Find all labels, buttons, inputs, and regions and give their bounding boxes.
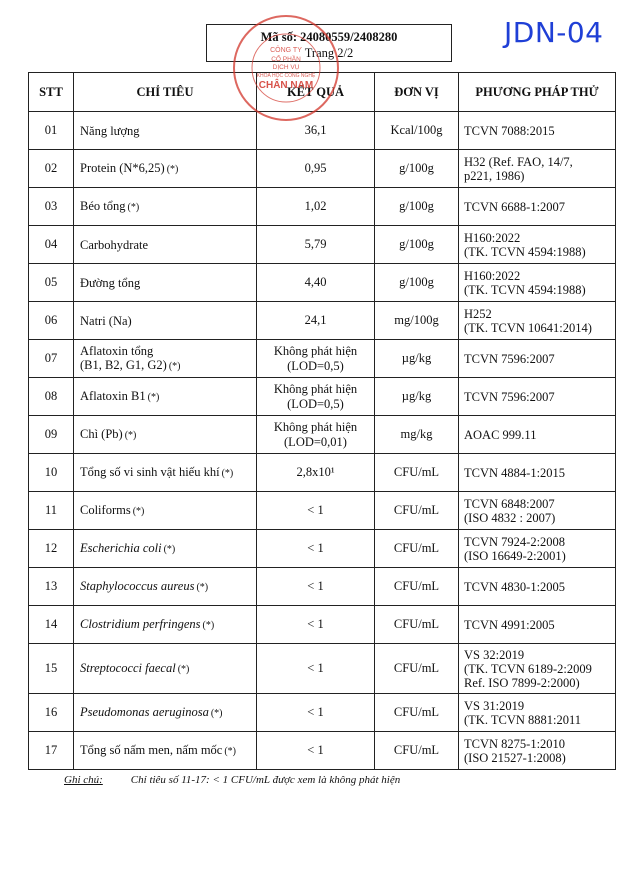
accredited-mark: (*) — [163, 543, 176, 555]
cell-criteria — [74, 568, 257, 606]
criteria-text: Protein (N*6,25) — [80, 160, 165, 175]
cell-result — [257, 378, 375, 416]
cell-result — [257, 530, 375, 568]
cell-result — [257, 302, 375, 340]
cell-stt: 11 — [29, 492, 74, 530]
table-row — [29, 112, 616, 150]
cell-method — [459, 606, 616, 644]
cell-unit: CFU/mL — [375, 732, 459, 770]
table-row — [29, 340, 616, 378]
accredited-mark: (*) — [196, 581, 209, 593]
cell-line — [80, 661, 252, 677]
document-id: JDN-04 — [504, 16, 604, 49]
cell-line: p221, 1986) — [464, 168, 525, 183]
cell-line: TCVN 7596:2007 — [464, 389, 555, 404]
cell-line — [80, 199, 252, 215]
cell-unit: mg/100g — [375, 302, 459, 340]
cell-method — [459, 112, 616, 150]
cell-criteria — [74, 492, 257, 530]
cell-criteria — [74, 226, 257, 264]
cell-line: 5,79 — [304, 237, 327, 251]
footnote-text: Chỉ tiêu số 11-17: < 1 CFU/mL được xem là không phát hiện — [130, 774, 401, 786]
cell-line: TCVN 4884-1:2015 — [464, 465, 566, 480]
cell-line — [80, 541, 252, 557]
cell-line: < 1 — [307, 705, 324, 719]
accredited-mark: (*) — [168, 360, 181, 372]
accredited-mark: (*) — [132, 505, 145, 517]
cell-line — [80, 617, 252, 633]
seal-line-2: CỔ PHẦN — [271, 56, 301, 63]
cell-line: (TK. TCVN 8881:2011 — [464, 712, 582, 727]
cell-method — [459, 378, 616, 416]
cell-result — [257, 644, 375, 694]
cell-line — [80, 238, 252, 252]
cell-stt: 14 — [29, 606, 74, 644]
cell-result — [257, 340, 375, 378]
cell-line — [80, 465, 252, 481]
cell-criteria — [74, 732, 257, 770]
accredited-mark: (*) — [202, 619, 215, 631]
cell-stt: 08 — [29, 378, 74, 416]
cell-line: < 1 — [307, 743, 324, 757]
footnote — [64, 774, 400, 786]
criteria-text: Đường tổng — [80, 275, 141, 290]
cell-criteria — [74, 378, 257, 416]
cell-result — [257, 732, 375, 770]
cell-line: 36,1 — [304, 123, 327, 137]
criteria-text: Streptococci faecal — [80, 660, 176, 675]
cell-line: VS 31:2019 — [464, 698, 525, 713]
accredited-mark: (*) — [210, 707, 223, 719]
cell-stt: 16 — [29, 694, 74, 732]
cell-stt: 01 — [29, 112, 74, 150]
cell-unit: mg/kg — [375, 416, 459, 454]
cell-unit: g/100g — [375, 226, 459, 264]
accredited-mark: (*) — [127, 201, 140, 213]
cell-line: H160:2022 — [464, 268, 521, 283]
cell-stt: 15 — [29, 644, 74, 694]
cell-criteria — [74, 302, 257, 340]
cell-line: AOAC 999.11 — [464, 427, 537, 442]
table-row — [29, 568, 616, 606]
cell-line — [80, 344, 252, 358]
cell-criteria — [74, 112, 257, 150]
cell-method — [459, 644, 616, 694]
col-header-method: PHƯƠNG PHÁP THỬ — [459, 73, 616, 112]
criteria-text: Năng lượng — [80, 123, 140, 138]
cell-line: TCVN 6688-1:2007 — [464, 199, 566, 214]
cell-method — [459, 732, 616, 770]
cell-result — [257, 454, 375, 492]
cell-line: TCVN 6848:2007 — [464, 496, 555, 511]
criteria-text: Coliforms — [80, 502, 131, 517]
cell-line — [80, 503, 252, 519]
col-header-result: KẾT QUẢ — [257, 73, 375, 112]
table-row — [29, 454, 616, 492]
footnote-label: Ghi chú: — [64, 774, 103, 786]
cell-line: 0,95 — [304, 161, 327, 175]
cell-unit: CFU/mL — [375, 454, 459, 492]
cell-line: Ref. ISO 7899-2:2000) — [464, 675, 580, 690]
cell-criteria — [74, 454, 257, 492]
cell-unit: Kcal/100g — [375, 112, 459, 150]
seal-line-1: CÔNG TY — [270, 47, 302, 54]
cell-method — [459, 302, 616, 340]
cell-method — [459, 416, 616, 454]
cell-line: TCVN 8275-1:2010 — [464, 736, 566, 751]
cell-line: (TK. TCVN 6189-2:2009 — [464, 661, 592, 676]
cell-line — [80, 276, 252, 290]
cell-result — [257, 694, 375, 732]
seal-line-4: KHOA HỌC CÔNG NGHỆ — [256, 73, 316, 79]
cell-criteria — [74, 530, 257, 568]
table-header-row — [29, 73, 616, 112]
cell-criteria — [74, 694, 257, 732]
cell-method — [459, 492, 616, 530]
accredited-mark: (*) — [177, 663, 190, 675]
cell-line: (TK. TCVN 4594:1988) — [464, 244, 586, 259]
cell-unit: g/100g — [375, 150, 459, 188]
cell-line: 2,8x10¹ — [296, 465, 335, 479]
cell-line: 1,02 — [304, 199, 327, 213]
accredited-mark: (*) — [166, 163, 179, 175]
cell-line: Không phát hiện — [273, 343, 358, 358]
cell-criteria — [74, 644, 257, 694]
cell-unit: µg/kg — [375, 340, 459, 378]
criteria-text: (B1, B2, G1, G2) — [80, 357, 167, 372]
cell-method — [459, 694, 616, 732]
criteria-text: Tổng số vi sinh vật hiếu khí — [80, 464, 220, 479]
cell-line: < 1 — [307, 661, 324, 675]
cell-method — [459, 264, 616, 302]
cell-line: (ISO 16649-2:2001) — [464, 548, 566, 563]
criteria-text: Aflatoxin tổng — [80, 343, 154, 358]
cell-method — [459, 340, 616, 378]
table-row — [29, 530, 616, 568]
seal-line-main: CHÂN NAM — [258, 80, 314, 91]
cell-line — [80, 427, 252, 443]
cell-result — [257, 226, 375, 264]
cell-line: TCVN 7596:2007 — [464, 351, 555, 366]
cell-line — [80, 705, 252, 721]
report-code: Mã số: 24080559/2408280 — [260, 30, 398, 44]
table-row — [29, 302, 616, 340]
cell-method — [459, 150, 616, 188]
cell-line: TCVN 7088:2015 — [464, 123, 555, 138]
criteria-text: Escherichia coli — [80, 540, 162, 555]
cell-line — [80, 389, 252, 405]
cell-line: (LOD=0,5) — [287, 358, 344, 373]
cell-line: Không phát hiện — [273, 419, 358, 434]
cell-criteria — [74, 416, 257, 454]
seal-line-3: DỊCH VỤ — [272, 64, 300, 71]
cell-stt: 17 — [29, 732, 74, 770]
table-row — [29, 416, 616, 454]
header-box — [206, 24, 452, 62]
accredited-mark: (*) — [224, 745, 237, 757]
table-row — [29, 150, 616, 188]
cell-stt: 10 — [29, 454, 74, 492]
cell-method — [459, 568, 616, 606]
cell-unit: µg/kg — [375, 378, 459, 416]
cell-criteria — [74, 340, 257, 378]
cell-line — [80, 743, 252, 759]
table-row — [29, 264, 616, 302]
results-table — [28, 72, 616, 770]
criteria-text: Aflatoxin B1 — [80, 388, 146, 403]
cell-unit: CFU/mL — [375, 530, 459, 568]
criteria-text: Béo tổng — [80, 198, 126, 213]
cell-line: (LOD=0,01) — [284, 434, 347, 449]
cell-unit: CFU/mL — [375, 644, 459, 694]
accredited-mark: (*) — [124, 429, 137, 441]
cell-line: (ISO 21527-1:2008) — [464, 750, 566, 765]
cell-line: 24,1 — [304, 313, 327, 327]
cell-line — [80, 358, 252, 374]
cell-line: < 1 — [307, 617, 324, 631]
criteria-text: Natri (Na) — [80, 313, 132, 328]
cell-stt: 06 — [29, 302, 74, 340]
cell-stt: 05 — [29, 264, 74, 302]
col-header-stt: STT — [29, 73, 74, 112]
cell-stt: 02 — [29, 150, 74, 188]
table-row — [29, 378, 616, 416]
criteria-text: Carbohydrate — [80, 237, 149, 252]
cell-criteria — [74, 606, 257, 644]
cell-criteria — [74, 264, 257, 302]
cell-stt: 13 — [29, 568, 74, 606]
cell-line: Không phát hiện — [273, 381, 358, 396]
cell-criteria — [74, 188, 257, 226]
cell-result — [257, 568, 375, 606]
cell-result — [257, 112, 375, 150]
cell-line: VS 32:2019 — [464, 647, 525, 662]
cell-line: < 1 — [307, 503, 324, 517]
cell-line: TCVN 4991:2005 — [464, 617, 555, 632]
criteria-text: Tổng số nấm men, nấm mốc — [80, 742, 223, 757]
cell-line — [80, 161, 252, 177]
cell-method — [459, 188, 616, 226]
cell-line: (LOD=0,5) — [287, 396, 344, 411]
cell-result — [257, 188, 375, 226]
cell-method — [459, 226, 616, 264]
table-body — [29, 112, 616, 770]
cell-line: (TK. TCVN 10641:2014) — [464, 320, 592, 335]
accredited-mark: (*) — [147, 391, 160, 403]
cell-result — [257, 416, 375, 454]
col-header-unit: ĐƠN VỊ — [375, 73, 459, 112]
cell-method — [459, 530, 616, 568]
cell-line: TCVN 7924-2:2008 — [464, 534, 566, 549]
cell-line: (ISO 4832 : 2007) — [464, 510, 556, 525]
cell-line — [80, 314, 252, 328]
accredited-mark: (*) — [221, 467, 234, 479]
cell-line: 4,40 — [304, 275, 327, 289]
table-row — [29, 606, 616, 644]
cell-result — [257, 492, 375, 530]
cell-line: < 1 — [307, 579, 324, 593]
cell-stt: 03 — [29, 188, 74, 226]
cell-line — [80, 124, 252, 138]
table-row — [29, 694, 616, 732]
col-header-criteria: CHỈ TIÊU — [74, 73, 257, 112]
cell-line: TCVN 4830-1:2005 — [464, 579, 566, 594]
cell-stt: 09 — [29, 416, 74, 454]
criteria-text: Chì (Pb) — [80, 426, 123, 441]
cell-stt: 04 — [29, 226, 74, 264]
cell-result — [257, 264, 375, 302]
cell-unit: CFU/mL — [375, 568, 459, 606]
table-row — [29, 188, 616, 226]
cell-line — [80, 579, 252, 595]
criteria-text: Clostridium perfringens — [80, 616, 201, 631]
cell-line: (TK. TCVN 4594:1988) — [464, 282, 586, 297]
cell-unit: g/100g — [375, 264, 459, 302]
cell-unit: CFU/mL — [375, 492, 459, 530]
cell-result — [257, 606, 375, 644]
cell-unit: g/100g — [375, 188, 459, 226]
cell-result — [257, 150, 375, 188]
cell-stt: 07 — [29, 340, 74, 378]
cell-criteria — [74, 150, 257, 188]
criteria-text: Pseudomonas aeruginosa — [80, 704, 209, 719]
table-row — [29, 732, 616, 770]
criteria-text: Staphylococcus aureus — [80, 578, 195, 593]
cell-line: H252 — [464, 306, 492, 321]
cell-method — [459, 454, 616, 492]
cell-unit: CFU/mL — [375, 694, 459, 732]
table-row — [29, 644, 616, 694]
cell-line: H160:2022 — [464, 230, 521, 245]
cell-line: H32 (Ref. FAO, 14/7, — [464, 154, 573, 169]
table-row — [29, 226, 616, 264]
cell-line: < 1 — [307, 541, 324, 555]
cell-stt: 12 — [29, 530, 74, 568]
page-number: Trang 2/2 — [304, 46, 354, 60]
cell-unit: CFU/mL — [375, 606, 459, 644]
table-row — [29, 492, 616, 530]
